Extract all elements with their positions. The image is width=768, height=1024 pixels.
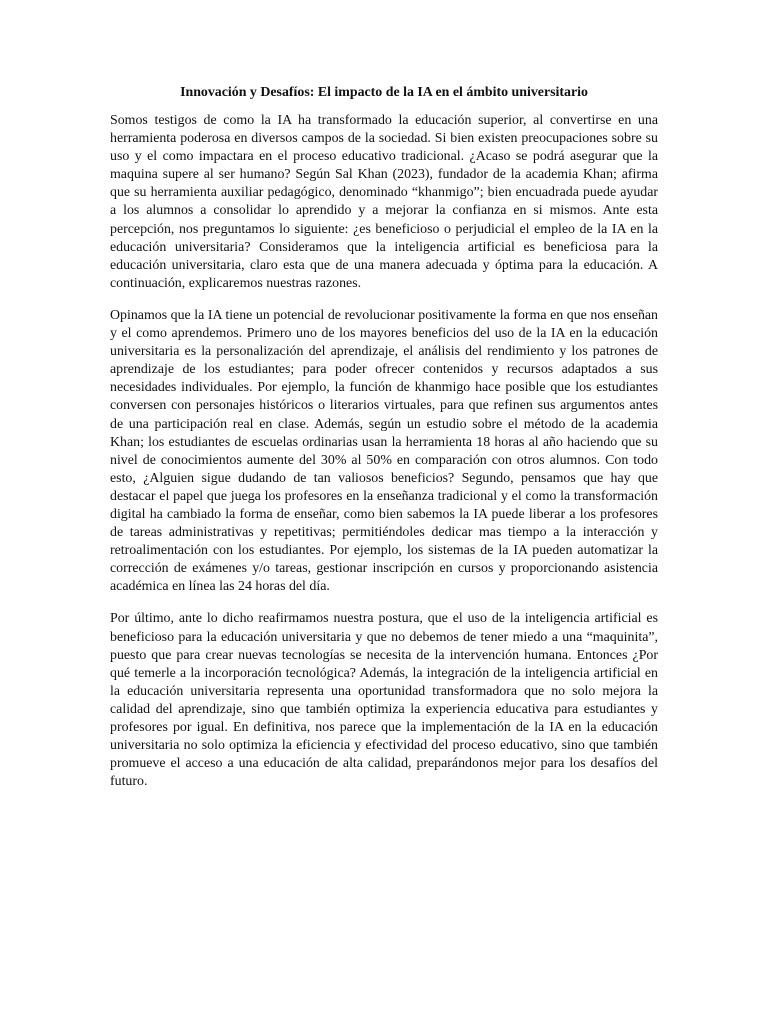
paragraph-arguments: Opinamos que la IA tiene un potencial de revolucionar positivamente la forma en que nos enseñan y el como aprendemos. Primero uno de los mayores beneficios del uso de la IA en la educación universitaria es la personalización del aprendizaje, el análisis del rendimiento y los patrones de aprendizaje de los estudiantes; para poder ofrecer contenidos y recursos adaptados a sus necesidades individuales. Por ejemplo, la función de khanmigo hace posible que los estudiantes conversen con personajes históricos o literarios virtuales, para que refinen sus argumentos antes de una participación real en clase. Además, según un estudio sobre el método de la academia Khan; los estudiantes de escuelas ordinarias usan la herramienta 18 horas al año haciendo que su nivel de conocimientos aumente del 30% al 50% en comparación con otros alumnos. Con todo esto, ¿Alguien sigue dudando de tan valiosos beneficios? Segundo, pensamos que hay que destacar el papel que juega los profesores en la enseñanza tradicional y el como la transformación digital ha cambiado la forma de enseñar, como bien sabemos la IA puede liberar a los profesores de tareas administrativas y repetitivas; permitiéndoles dedicar mas tiempo a la interacción y retroalimentación con los estudiantes. Por ejemplo, los sistemas de la IA pueden automatizar la corrección de exámenes y/o tareas, gestionar inscripción en cursos y proporcionando asistencia académica en línea las 24 horas del día. <box>110 307 658 595</box>
document-title: Innovación y Desafíos: El impacto de la IA en el ámbito universitario <box>180 85 588 100</box>
document-body <box>110 84 658 805</box>
paragraph-introduction: Somos testigos de como la IA ha transformado la educación superior, al convertirse en una herramienta poderosa en diversos campos de la sociedad. Si bien existen preocupaciones sobre su uso y el como impactara en el proceso educativo tradicional. ¿Acaso se podrá asegurar que la maquina supere al ser humano? Según Sal Khan (2023), fundador de la academia Khan; afirma que su herramienta auxiliar pedagógico, denominado “khanmigo”; bien encuadrada puede ayudar a los alumnos a consolidar lo aprendido y a mejorar la confianza en si mismos. Ante esta percepción, nos preguntamos lo siguiente: ¿es beneficioso o perjudicial el empleo de la IA en la educación universitaria? Consideramos que la inteligencia artificial es beneficiosa para la educación universitaria, claro esta que de una manera adecuada y óptima para la educación. A continuación, explicaremos nuestras razones. <box>110 113 658 291</box>
paragraph-conclusion: Por último, ante lo dicho reafirmamos nuestra postura, que el uso de la inteligencia artificial es beneficioso para la educación universitaria y que no debemos de tener miedo a una “maquinita”, puesto que para crear nuevas tecnologías se necesita de la intervención humana. Entonces ¿Por qué temerle a la incorporación tecnológica? Además, la integración de la inteligencia artificial en la educación universitaria representa una oportunidad transformadora que no solo mejora la calidad del aprendizaje, sino que también optimiza la experiencia educativa para estudiantes y profesores por igual. En definitiva, nos parece que la implementación de la IA en la educación universitaria no solo optimiza la eficiencia y efectividad del proceso educativo, sino que también promueve el acceso a una educación de alta calidad, preparándonos mejor para los desafíos del futuro. <box>110 611 658 790</box>
